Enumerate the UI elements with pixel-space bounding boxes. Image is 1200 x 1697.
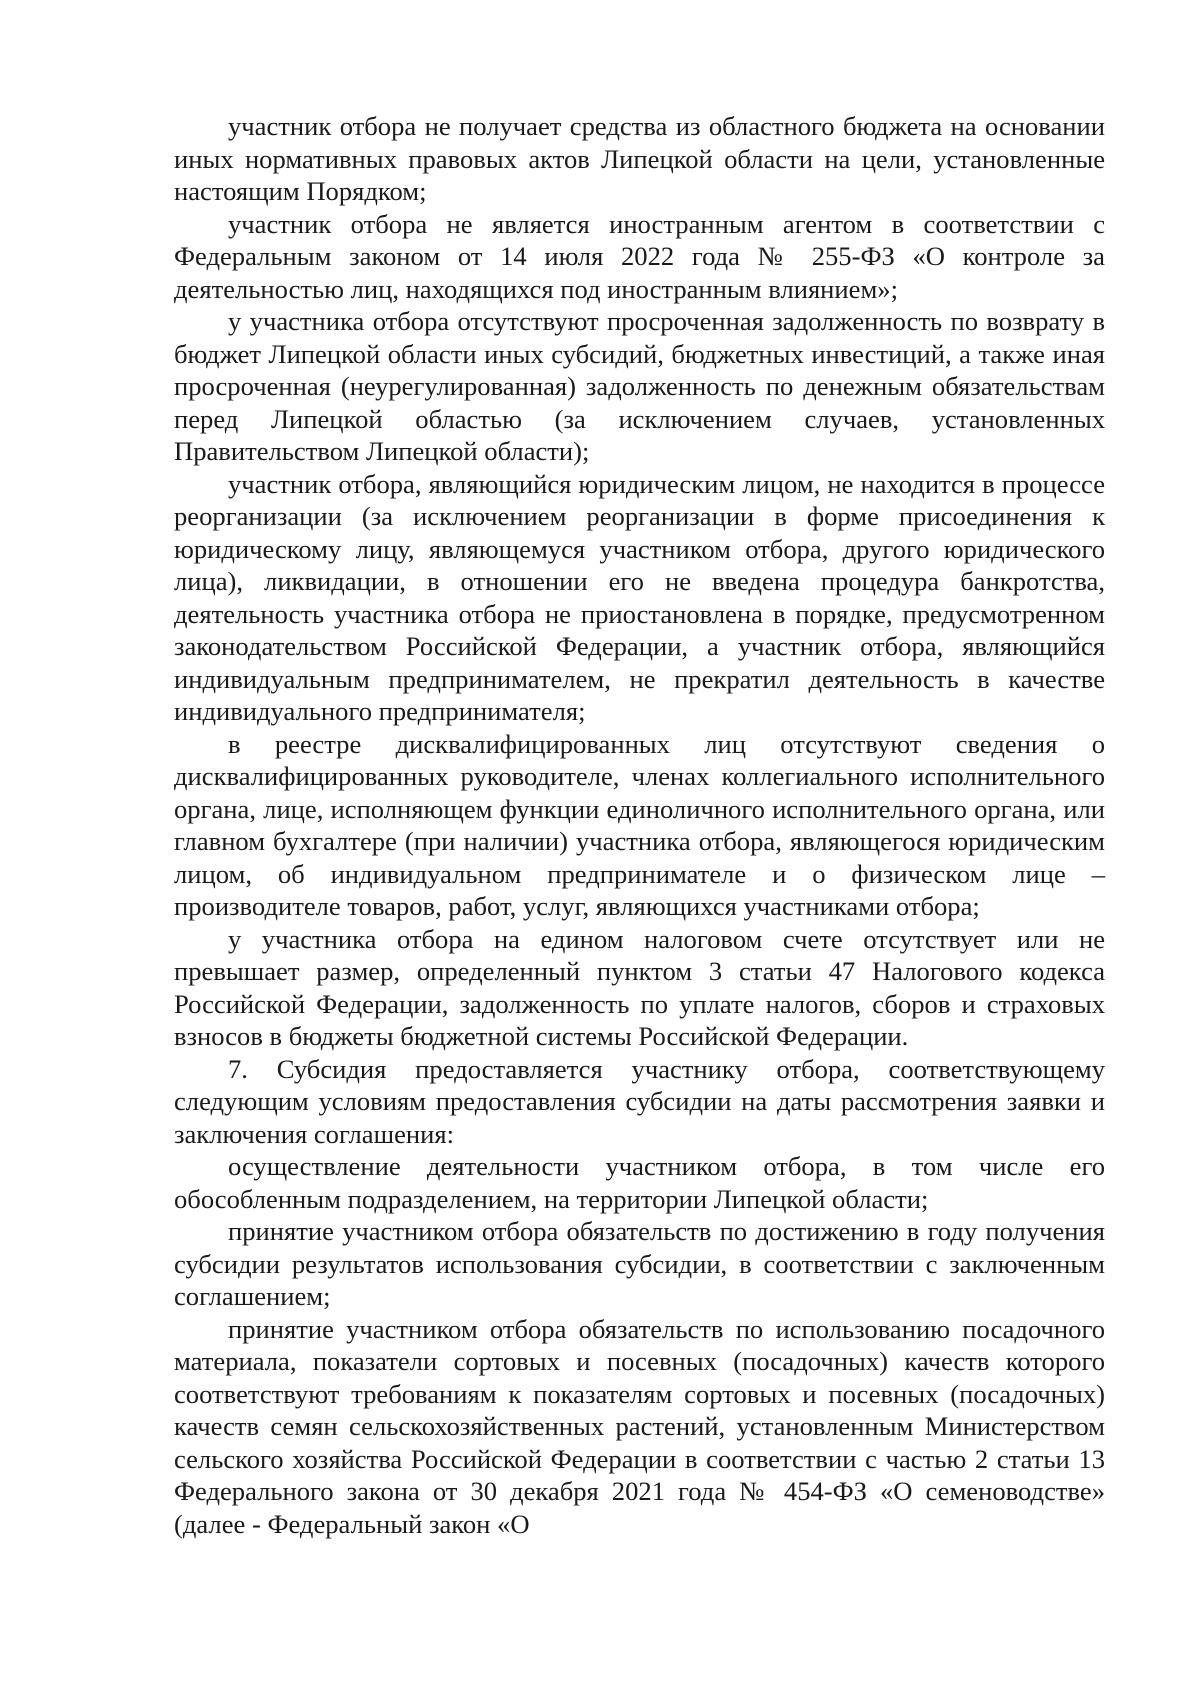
paragraph-activity-in-region: осуществление деятельности участником отбора, в том числе его обособленным подразделением, на территории Липецкой области; (174, 1151, 1105, 1214)
paragraph-results-obligation: принятие участником отбора обязательств по достижению в году получения субсидии результатов использования субсидии, в соответствии с заключенным соглашением; (174, 1216, 1105, 1311)
paragraph-not-foreign-agent: участник отбора не является иностранным агентом в соответствии с Федеральным законом от 14 июля 2022 года № 255-ФЗ «О контроле за деятельностью лиц, находящихся под иностранным влиянием»; (174, 208, 1105, 304)
paragraph-planting-material-obligation: принятие участником отбора обязательств по использованию посадочного материала, показатели сортовых и посевных (посадочных) качеств которого соответствуют требованиям к показателям сортовых и посевных (посадочных) качеств семян сельскохозяйственных растений, установленным Министерством сельского хозяйства Российской Федерации в соответствии с частью 2 статьи 13 Федерального закона от 30 декабря 2021 года № 454-ФЗ «О семеноводстве» (далее - Федеральный закон «О (174, 1313, 1105, 1539)
paragraph-no-disqualified-persons: в реестре дисквалифицированных лиц отсутствуют сведения о дисквалифицированных руководителе, членах коллегиального исполнительного органа, лице, исполняющем функции единоличного исполнительного органа, или главном бухгалтере (при наличии) участника отбора, являющегося юридическим лицом, об индивидуальном предпринимателе и о физическом лице – производителе товаров, работ, услуг, являющихся участниками отбора; (174, 728, 1105, 921)
paragraph-no-tax-debt: у участника отбора на едином налоговом счете отсутствует или не превышает размер, определенный пунктом 3 статьи 47 Налогового кодекса Российской Федерации, задолженность по уплате налогов, сборов и страховых взносов в бюджеты бюджетной системы Российской Федерации. (174, 923, 1105, 1051)
paragraph-no-other-budget-funds: участник отбора не получает средства из областного бюджета на основании иных нормативных правовых актов Липецкой области на цели, установленные настоящим Порядком; (174, 111, 1105, 206)
paragraph-no-overdue-debt: у участника отбора отсутствуют просроченная задолженность по возврату в бюджет Липецкой области иных субсидий, бюджетных инвестиций, а также иная просроченная (неурегулированная) задолженность по денежным обязательствам перед Липецкой областью (за исключением случаев, установленных Правительством Липецкой области); (174, 306, 1105, 466)
paragraph-clause-7: 7. Субсидия предоставляется участнику отбора, соответствующему следующим условиям предоставления субсидии на даты рассмотрения заявки и заключения соглашения: (174, 1053, 1105, 1149)
paragraph-no-reorganization: участник отбора, являющийся юридическим лицом, не находится в процессе реорганизации (за исключением реорганизации в форме присоединения к юридическому лицу, являющемуся участником отбора, другого юридического лица), ликвидации, в отношении его не введена процедура банкротства, деятельность участника отбора не приостановлена в порядке, предусмотренном законодательством Российской Федерации, а участник отбора, являющийся индивидуальным предпринимателем, не прекратил деятельность в качестве индивидуального предпринимателя; (174, 468, 1105, 726)
